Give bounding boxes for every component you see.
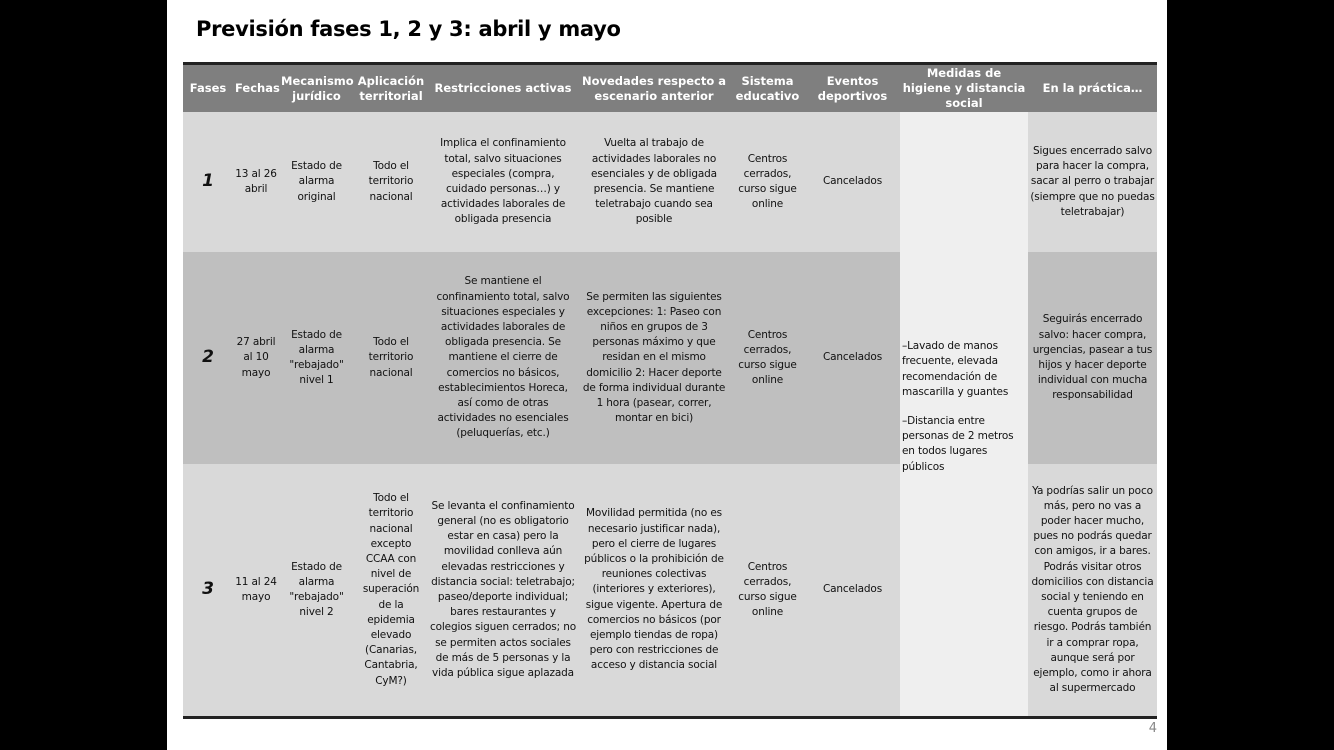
medidas-item: –Distancia entre personas de 2 metros en todos lugares públicos <box>902 415 1014 473</box>
slide <box>167 0 1167 750</box>
phase-number: 2 <box>183 252 233 464</box>
cell-restricciones: Implica el confinamiento total, salvo situaciones especiales (compra, cuidado personas…) y actividades laborales de obligada presencia <box>428 112 578 252</box>
cell-restricciones: Se mantiene el confinamiento total, salvo situaciones especiales y actividades laborales de obligada presencia. Se mantiene el cierre de comercios no básicos, establecimientos Horeca, así como de otras actividades no esenciales (peluquerías, etc.) <box>428 252 578 464</box>
cell-sistema: Centros cerrados, curso sigue online <box>730 112 805 252</box>
header-practica: En la práctica… <box>1028 64 1157 113</box>
cell-fechas: 27 abril al 10 mayo <box>233 252 279 464</box>
phases-table <box>183 62 1157 719</box>
header-fechas: Fechas <box>233 64 279 113</box>
cell-aplicacion: Todo el territorio nacional <box>354 112 428 252</box>
cell-practica: Seguirás encerrado salvo: hacer compra, urgencias, pasear a tus hijos y hacer deporte individual con mucha responsabilidad <box>1028 252 1157 464</box>
cell-aplicacion: Todo el territorio nacional <box>354 252 428 464</box>
cell-fechas: 11 al 24 mayo <box>233 464 279 718</box>
cell-mecanismo: Estado de alarma original <box>279 112 354 252</box>
header-sistema: Sistema educativo <box>730 64 805 113</box>
cell-fechas: 13 al 26 abril <box>233 112 279 252</box>
header-aplicacion: Aplicación territorial <box>354 64 428 113</box>
cell-aplicacion: Todo el territorio nacional excepto CCAA con nivel de superación de la epidemia elevado (Canarias, Cantabria, CyM?) <box>354 464 428 718</box>
cell-sistema: Centros cerrados, curso sigue online <box>730 252 805 464</box>
header-mecanismo: Mecanismo jurídico <box>279 64 354 113</box>
header-eventos: Eventos deportivos <box>805 64 900 113</box>
cell-novedades: Vuelta al trabajo de actividades laborales no esenciales y de obligada presencia. Se mantiene teletrabajo cuando sea posible <box>578 112 730 252</box>
phase-number: 1 <box>183 112 233 252</box>
cell-mecanismo: Estado de alarma "rebajado" nivel 1 <box>279 252 354 464</box>
slide-title: Previsión fases 1, 2 y 3: abril y mayo <box>196 17 621 41</box>
header-row <box>183 64 1157 113</box>
cell-medidas <box>900 112 1028 718</box>
header-fases: Fases <box>183 64 233 113</box>
cell-eventos: Cancelados <box>805 464 900 718</box>
cell-sistema: Centros cerrados, curso sigue online <box>730 464 805 718</box>
cell-novedades: Se permiten las siguientes excepciones: 1: Paseo con niños en grupos de 3 personas máximo y que residan en el mismo domicilio 2: Hacer deporte de forma individual durante 1 hora (pasear, correr, montar en bici) <box>578 252 730 464</box>
header-medidas: Medidas de higiene y distancia social <box>900 64 1028 113</box>
phase-number: 3 <box>183 464 233 718</box>
header-restricciones: Restricciones activas <box>428 64 578 113</box>
page-number: 4 <box>1148 721 1157 736</box>
cell-mecanismo: Estado de alarma "rebajado" nivel 2 <box>279 464 354 718</box>
cell-novedades: Movilidad permitida (no es necesario justificar nada), pero el cierre de lugares públicos o la prohibición de reuniones colectivas (interiores y exteriores), sigue vigente. Apertura de comercios no básicos (por ejemplo tiendas de ropa) pero con restricciones de acceso y distancia social <box>578 464 730 718</box>
cell-restricciones: Se levanta el confinamiento general (no es obligatorio estar en casa) pero la movilidad conlleva aún elevadas restricciones y distancia social: teletrabajo; paseo/deporte individual; bares restaurantes y colegios siguen cerrados; no se permiten actos sociales de más de 5 personas y la vida pública sigue aplazada <box>428 464 578 718</box>
cell-eventos: Cancelados <box>805 112 900 252</box>
table-row <box>183 112 1157 252</box>
cell-practica: Sigues encerrado salvo para hacer la compra, sacar al perro o trabajar (siempre que no puedas teletrabajar) <box>1028 112 1157 252</box>
cell-eventos: Cancelados <box>805 252 900 464</box>
cell-practica: Ya podrías salir un poco más, pero no vas a poder hacer mucho, pues no podrás quedar con amigos, ir a bares. Podrás visitar otros domicilios con distancia social y teniendo en cuenta grupos de riesgo. Podrás también ir a comprar ropa, aunque será por ejemplo, como ir ahora al supermercado <box>1028 464 1157 718</box>
medidas-item: –Lavado de manos frecuente, elevada recomendación de mascarilla y guantes <box>902 340 1009 398</box>
header-novedades: Novedades respecto a escenario anterior <box>578 64 730 113</box>
